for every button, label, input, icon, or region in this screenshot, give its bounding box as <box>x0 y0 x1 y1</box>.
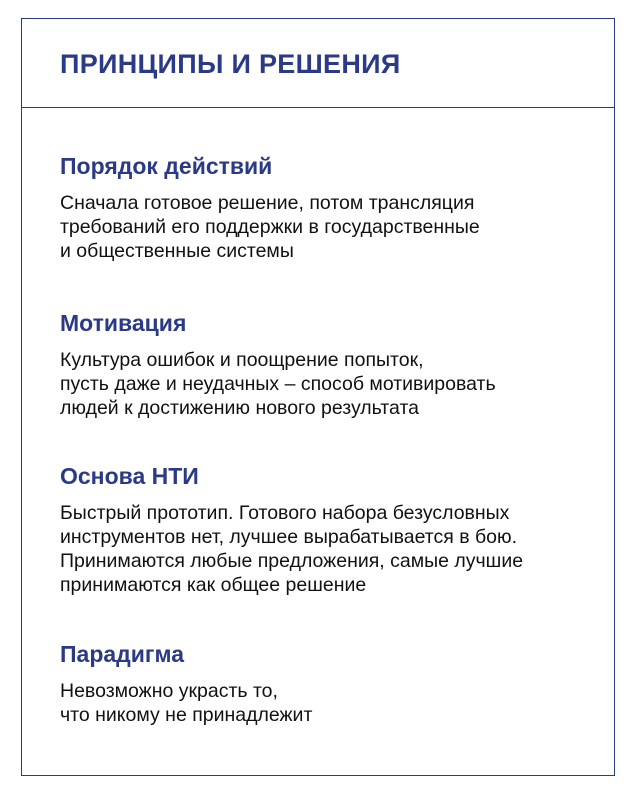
section-paradigm <box>60 639 312 727</box>
card-header <box>22 19 614 108</box>
section-title: Мотивация <box>60 310 187 336</box>
section-text: Культура ошибок и поощрение попыток, пусть даже и неудачных – способ мотивировать людей к достижению нового результата <box>60 349 496 419</box>
section-order-of-actions <box>60 151 480 263</box>
section-title: Основа НТИ <box>60 463 199 489</box>
section-title: Парадигма <box>60 641 184 667</box>
section-text: Сначала готовое решение, потом трансляция требований его поддержки в государственные и общественные системы <box>60 192 480 262</box>
section-title: Порядок действий <box>60 153 273 179</box>
section-motivation <box>60 308 496 420</box>
page-title: ПРИНЦИПЫ И РЕШЕНИЯ <box>60 49 401 79</box>
section-text: Быстрый прототип. Готового набора безусловных инструментов нет, лучшее вырабатывается в бою. Принимаются любые предложения, самые лучшие принимаются как общее решение <box>60 502 524 596</box>
principles-card <box>21 18 615 776</box>
section-text: Невозможно украсть то, что никому не принадлежит <box>60 680 313 726</box>
section-nti-basis <box>60 461 523 597</box>
